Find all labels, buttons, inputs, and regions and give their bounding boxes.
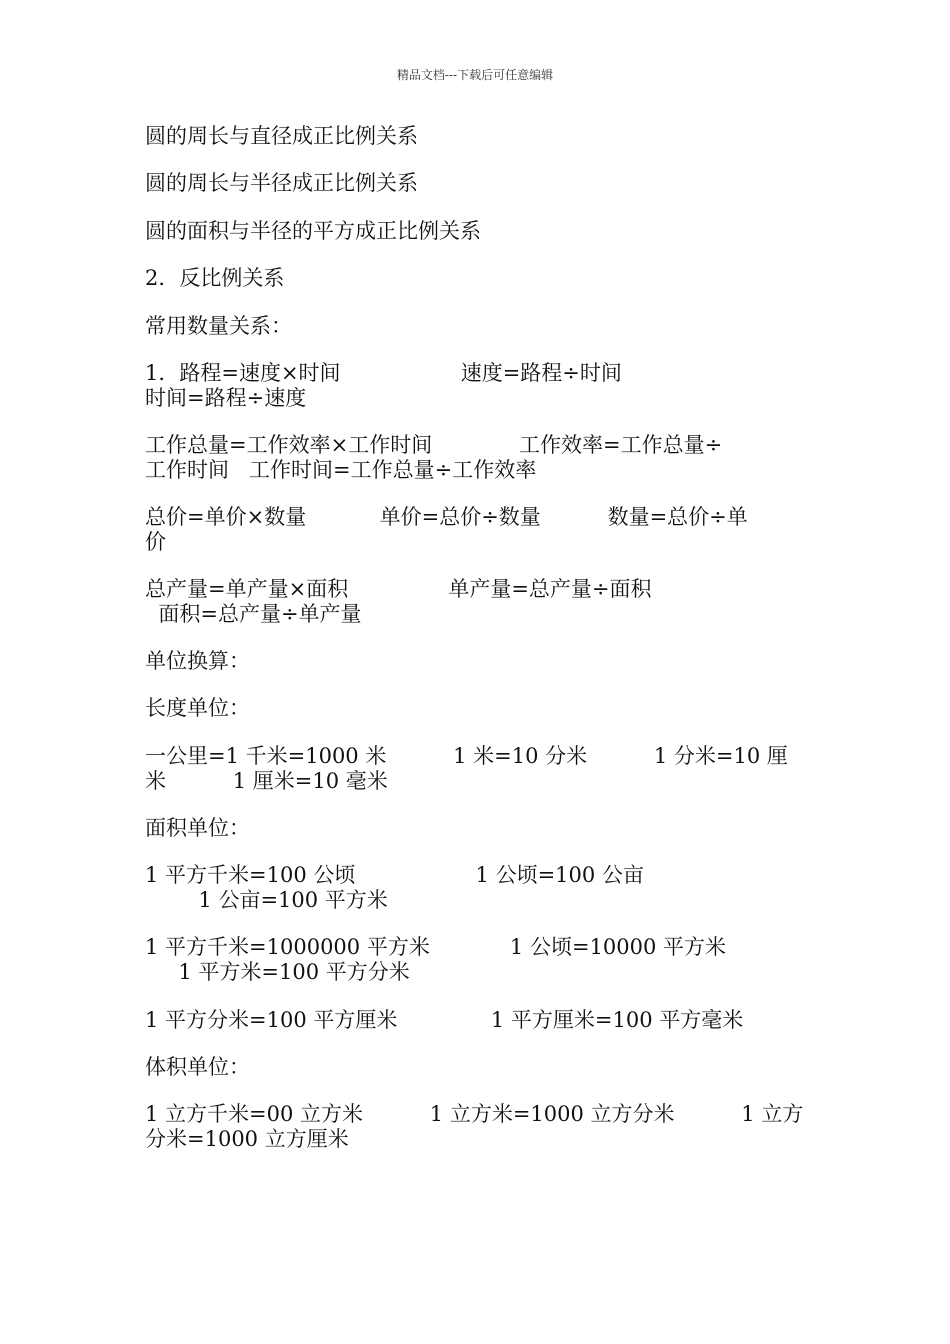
text-line: 面积单位：	[145, 816, 250, 840]
text-line: 1 平方米=100 平方分米	[145, 960, 410, 984]
text-line: 工作时间 工作时间=工作总量÷工作效率	[145, 458, 537, 482]
page-header: 精品文档---下载后可任意编辑	[396, 68, 554, 82]
text-line: 圆的周长与半径成正比例关系	[145, 171, 418, 195]
text-line: 总价=单价×数量 单价=总价÷数量 数量=总价÷单	[145, 505, 748, 529]
text-line: 常用数量关系：	[145, 314, 292, 338]
text-line: 1 平方千米=100 公顷 1 公顷=100 公亩	[145, 863, 644, 887]
text-line: 总产量=单产量×面积 单产量=总产量÷面积	[145, 577, 652, 601]
text-line: 分米=1000 立方厘米	[145, 1127, 349, 1151]
text-line: 圆的周长与直径成正比例关系	[145, 124, 418, 148]
text-line: 1 立方千米=00 立方米 1 立方米=1000 立方分米 1 立方	[145, 1102, 804, 1126]
text-line: 1 公亩=100 平方米	[145, 888, 388, 912]
text-line: 长度单位：	[145, 696, 250, 720]
text-line: 圆的面积与半径的平方成正比例关系	[145, 219, 481, 243]
text-line: 2．反比例关系	[145, 266, 285, 290]
text-line: 时间=路程÷速度	[145, 386, 307, 410]
text-line: 1．路程=速度×时间 速度=路程÷时间	[145, 361, 622, 385]
text-line: 1 平方分米=100 平方厘米 1 平方厘米=100 平方毫米	[145, 1008, 744, 1032]
text-line: 体积单位：	[145, 1055, 250, 1079]
text-line: 一公里=1 千米=1000 米 1 米=10 分米 1 分米=10 厘	[145, 744, 788, 768]
text-line: 面积=总产量÷单产量	[145, 602, 362, 626]
text-line: 单位换算：	[145, 649, 250, 673]
text-line: 价	[145, 530, 166, 554]
text-line: 米 1 厘米=10 毫米	[145, 769, 388, 793]
text-line: 1 平方千米=1000000 平方米 1 公顷=10000 平方米	[145, 935, 727, 959]
text-line: 工作总量=工作效率×工作时间 工作效率=工作总量÷	[145, 433, 723, 457]
